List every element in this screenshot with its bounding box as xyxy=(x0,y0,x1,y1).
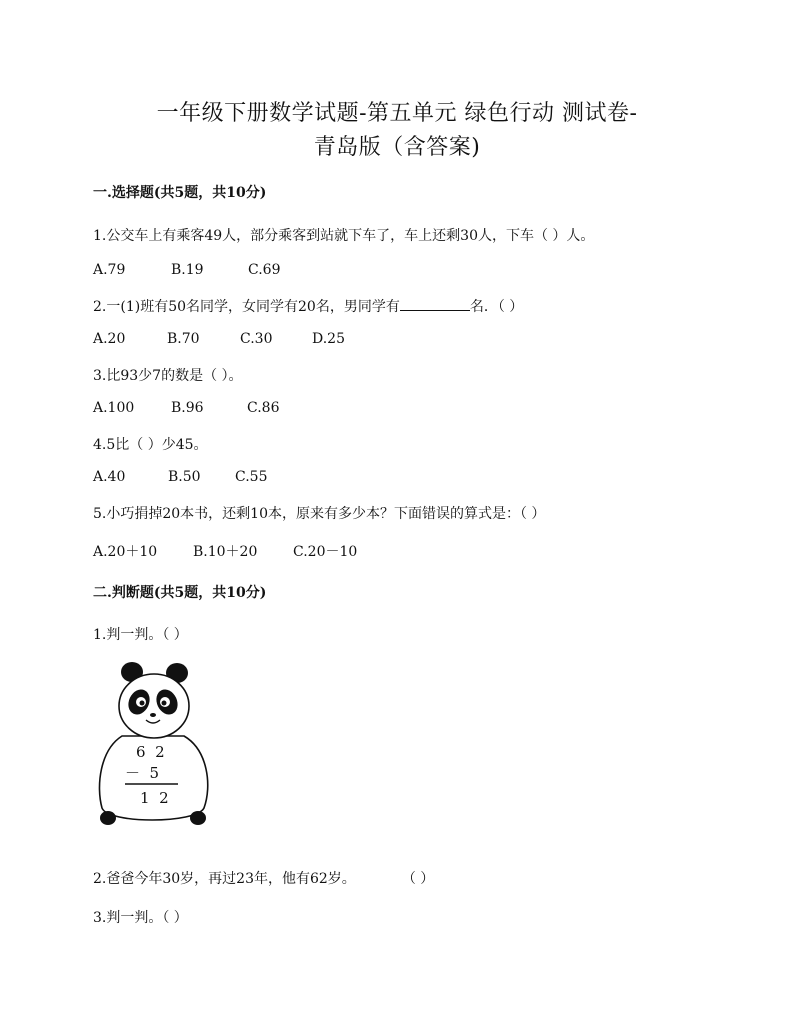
option-a: A.79 xyxy=(93,262,126,278)
panda-calc-top: 6 2 xyxy=(136,743,165,761)
option-c: C.86 xyxy=(247,400,280,416)
option-c: C.30 xyxy=(240,331,273,347)
question-5-options xyxy=(93,541,357,561)
question-4-options xyxy=(93,469,267,485)
page-title-line1: 一年级下册数学试题-第五单元 绿色行动 测试卷- xyxy=(156,101,638,126)
question-2-text-after: 名．（ ） xyxy=(469,299,524,315)
question-2-options xyxy=(93,331,345,347)
judge-2-statement: 2.爸爸今年30岁，再过23年，他有62岁。 xyxy=(93,871,356,887)
option-b: B.70 xyxy=(167,331,200,347)
section-heading-judge: 二.判断题(共5题，共10分) xyxy=(93,585,267,601)
question-1-text: 1.公交车上有乘客49人，部分乘客到站就下车了，车上还剩30人，下车（ ）人。 xyxy=(93,228,595,244)
panda-left-foot xyxy=(100,811,116,825)
judge-2-paren: （ ） xyxy=(401,871,435,887)
option-a: A.20＋10 xyxy=(93,544,158,560)
judge-1-text: 1.判一判。（ ） xyxy=(93,627,188,643)
panda-illustration xyxy=(92,658,214,830)
judge-2-text xyxy=(93,868,434,888)
option-a: A.100 xyxy=(93,400,135,416)
panda-nose xyxy=(150,713,156,717)
option-a: A.40 xyxy=(93,469,126,485)
panda-right-foot xyxy=(190,811,206,825)
option-c: C.20－10 xyxy=(293,544,358,560)
question-3-text: 3.比93少7的数是（ ）。 xyxy=(93,368,243,384)
judge-3-text: 3.判一判。（ ） xyxy=(93,910,188,926)
option-b: B.50 xyxy=(168,469,201,485)
question-3-options xyxy=(93,400,279,416)
option-c: C.55 xyxy=(235,469,268,485)
panda-calc-middle: － 5 xyxy=(125,764,160,782)
question-2-text-before: 2.一(1)班有50名同学，女同学有20名，男同学有 xyxy=(93,299,400,315)
option-d: D.25 xyxy=(312,331,345,347)
answer-blank xyxy=(400,298,470,311)
option-b: B.10＋20 xyxy=(193,544,258,560)
section-heading-choice: 一.选择题(共5题，共10分) xyxy=(93,185,267,201)
panda-calc-result: 1 2 xyxy=(140,789,169,807)
question-1-options xyxy=(93,262,280,278)
option-a: A.20 xyxy=(93,331,126,347)
option-b: B.19 xyxy=(171,262,204,278)
page-title-line2: 青岛版（含答案) xyxy=(313,135,481,160)
question-4-text: 4.5比（ ）少45。 xyxy=(93,437,208,453)
option-b: B.96 xyxy=(171,400,204,416)
question-2-text xyxy=(93,296,523,316)
question-5-text: 5.小巧捐掉20本书，还剩10本，原来有多少本？下面错误的算式是：（ ） xyxy=(93,506,546,522)
option-c: C.69 xyxy=(248,262,281,278)
